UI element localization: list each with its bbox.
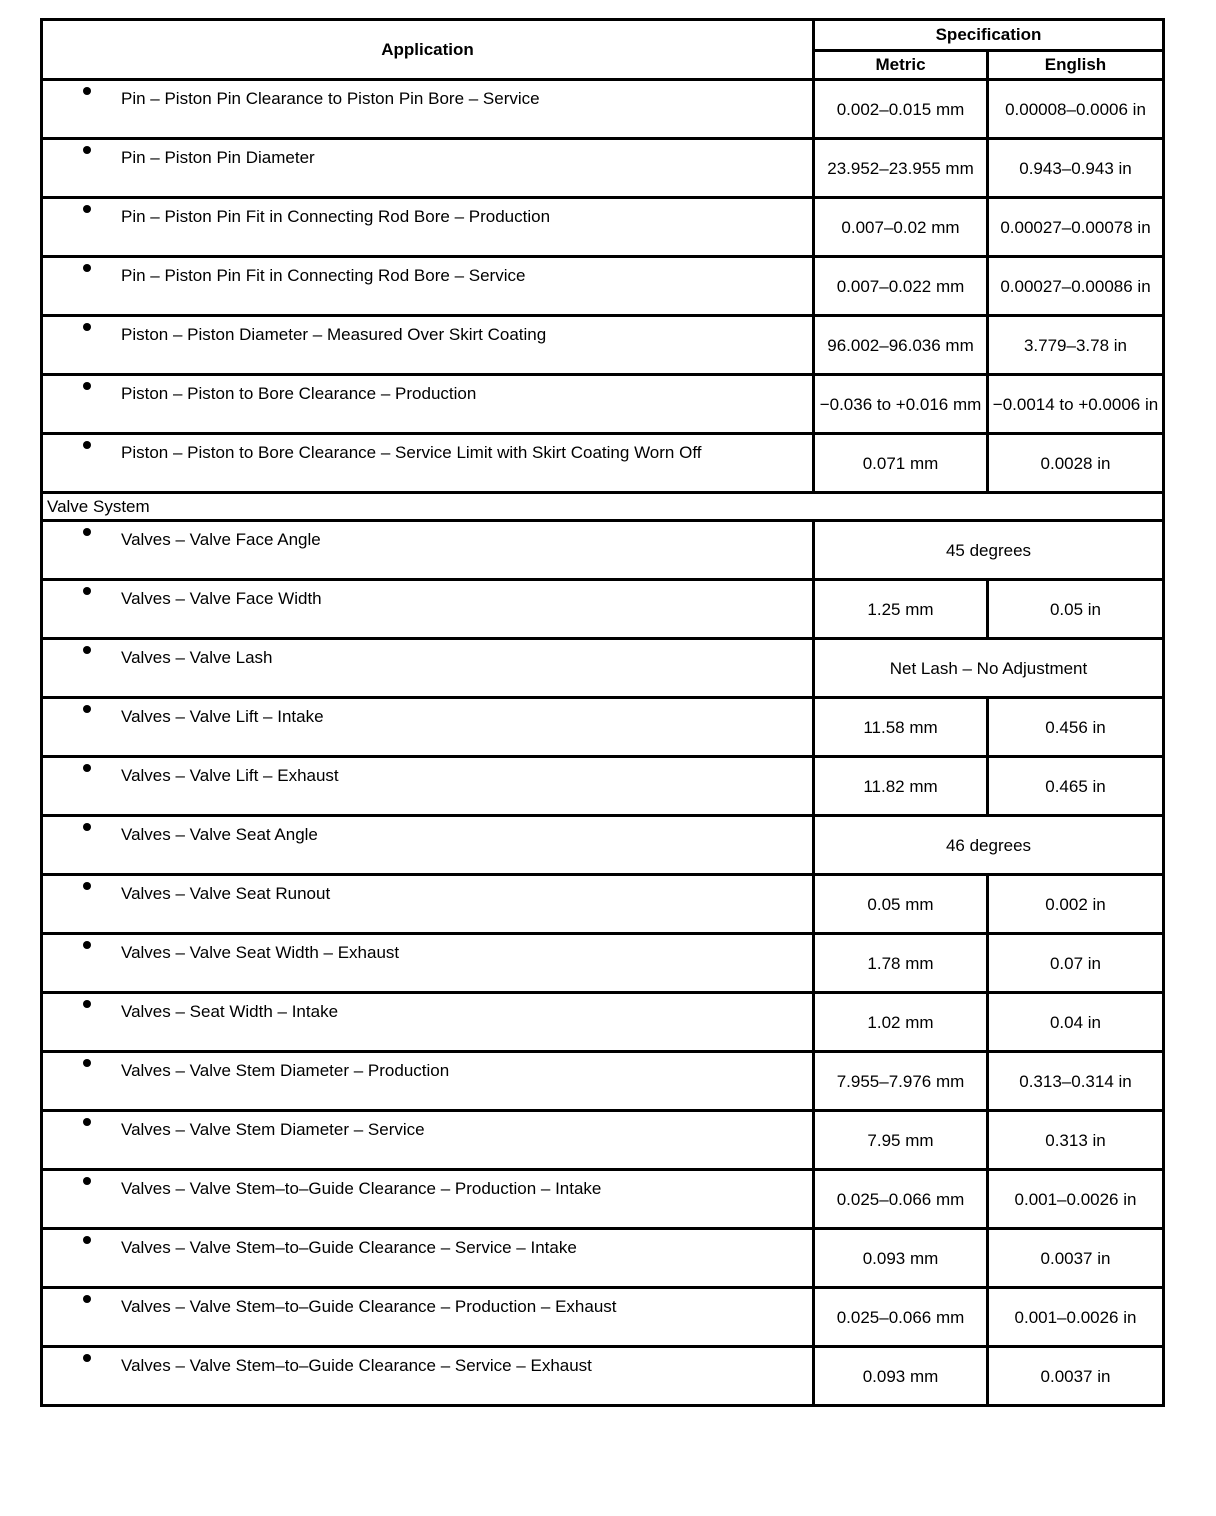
application-cell: Valves – Valve Stem Diameter – Production bbox=[42, 1052, 814, 1111]
bullet-icon bbox=[83, 146, 91, 154]
bullet-icon bbox=[83, 705, 91, 713]
table-row bbox=[42, 198, 1164, 257]
table-row bbox=[42, 757, 1164, 816]
metric-cell: 7.955–7.976 mm bbox=[814, 1052, 988, 1111]
bullet-icon bbox=[83, 882, 91, 890]
metric-cell: 96.002–96.036 mm bbox=[814, 316, 988, 375]
english-cell: 0.00008–0.0006 in bbox=[988, 80, 1164, 139]
metric-cell: 1.25 mm bbox=[814, 580, 988, 639]
table-row bbox=[42, 1347, 1164, 1406]
application-cell: Valves – Seat Width – Intake bbox=[42, 993, 814, 1052]
english-cell: 0.0037 in bbox=[988, 1347, 1164, 1406]
application-cell: Valves – Valve Seat Angle bbox=[42, 816, 814, 875]
bullet-icon bbox=[83, 205, 91, 213]
table-row bbox=[42, 1170, 1164, 1229]
metric-cell: 0.025–0.066 mm bbox=[814, 1288, 988, 1347]
table-row bbox=[42, 816, 1164, 875]
table-row bbox=[42, 1288, 1164, 1347]
bullet-icon bbox=[83, 264, 91, 272]
metric-cell: 7.95 mm bbox=[814, 1111, 988, 1170]
metric-cell: 0.007–0.022 mm bbox=[814, 257, 988, 316]
section-title-valve-system: Valve System bbox=[42, 493, 1164, 521]
specification-table bbox=[40, 18, 1165, 1407]
application-cell: Valves – Valve Seat Runout bbox=[42, 875, 814, 934]
metric-cell: 0.05 mm bbox=[814, 875, 988, 934]
english-cell: 0.0037 in bbox=[988, 1229, 1164, 1288]
combined-spec-cell: 46 degrees bbox=[814, 816, 1164, 875]
table-row bbox=[42, 521, 1164, 580]
application-cell: Valves – Valve Stem–to–Guide Clearance – Service – Exhaust bbox=[42, 1347, 814, 1406]
application-cell: Piston – Piston to Bore Clearance – Production bbox=[42, 375, 814, 434]
metric-cell: 11.58 mm bbox=[814, 698, 988, 757]
bullet-icon bbox=[83, 646, 91, 654]
table-row bbox=[42, 434, 1164, 493]
application-cell: Valves – Valve Stem–to–Guide Clearance – Service – Intake bbox=[42, 1229, 814, 1288]
table-row bbox=[42, 1111, 1164, 1170]
metric-cell: 1.78 mm bbox=[814, 934, 988, 993]
specification-header: Specification bbox=[814, 20, 1164, 51]
application-cell: Valves – Valve Stem Diameter – Service bbox=[42, 1111, 814, 1170]
application-cell: Valves – Valve Stem–to–Guide Clearance – Production – Exhaust bbox=[42, 1288, 814, 1347]
metric-cell: 0.093 mm bbox=[814, 1347, 988, 1406]
english-cell: 0.00027–0.00078 in bbox=[988, 198, 1164, 257]
english-cell: −0.0014 to +0.0006 in bbox=[988, 375, 1164, 434]
application-cell: Valves – Valve Lift – Exhaust bbox=[42, 757, 814, 816]
application-cell: Pin – Piston Pin Clearance to Piston Pin Bore – Service bbox=[42, 80, 814, 139]
bullet-icon bbox=[83, 87, 91, 95]
table-row bbox=[42, 316, 1164, 375]
application-cell: Pin – Piston Pin Fit in Connecting Rod Bore – Production bbox=[42, 198, 814, 257]
application-cell: Piston – Piston Diameter – Measured Over Skirt Coating bbox=[42, 316, 814, 375]
application-cell: Valves – Valve Stem–to–Guide Clearance – Production – Intake bbox=[42, 1170, 814, 1229]
english-cell: 0.0028 in bbox=[988, 434, 1164, 493]
metric-cell: 0.002–0.015 mm bbox=[814, 80, 988, 139]
metric-cell: 23.952–23.955 mm bbox=[814, 139, 988, 198]
bullet-icon bbox=[83, 528, 91, 536]
english-cell: 0.313 in bbox=[988, 1111, 1164, 1170]
english-cell: 0.943–0.943 in bbox=[988, 139, 1164, 198]
metric-cell: 0.093 mm bbox=[814, 1229, 988, 1288]
english-cell: 0.313–0.314 in bbox=[988, 1052, 1164, 1111]
combined-spec-cell: Net Lash – No Adjustment bbox=[814, 639, 1164, 698]
bullet-icon bbox=[83, 441, 91, 449]
bullet-icon bbox=[83, 823, 91, 831]
metric-cell: 0.025–0.066 mm bbox=[814, 1170, 988, 1229]
table-row bbox=[42, 375, 1164, 434]
table-row bbox=[42, 1052, 1164, 1111]
bullet-icon bbox=[83, 382, 91, 390]
english-cell: 3.779–3.78 in bbox=[988, 316, 1164, 375]
english-cell: 0.07 in bbox=[988, 934, 1164, 993]
english-cell: 0.001–0.0026 in bbox=[988, 1170, 1164, 1229]
application-cell: Piston – Piston to Bore Clearance – Service Limit with Skirt Coating Worn Off bbox=[42, 434, 814, 493]
metric-cell: 1.02 mm bbox=[814, 993, 988, 1052]
english-cell: 0.00027–0.00086 in bbox=[988, 257, 1164, 316]
english-cell: 0.001–0.0026 in bbox=[988, 1288, 1164, 1347]
metric-cell: −0.036 to +0.016 mm bbox=[814, 375, 988, 434]
bullet-icon bbox=[83, 941, 91, 949]
metric-cell: 0.071 mm bbox=[814, 434, 988, 493]
bullet-icon bbox=[83, 1177, 91, 1185]
bullet-icon bbox=[83, 1118, 91, 1126]
table-row bbox=[42, 580, 1164, 639]
bullet-icon bbox=[83, 1295, 91, 1303]
bullet-icon bbox=[83, 1000, 91, 1008]
section-row bbox=[42, 493, 1164, 521]
application-header: Application bbox=[42, 20, 814, 80]
combined-spec-cell: 45 degrees bbox=[814, 521, 1164, 580]
english-cell: 0.456 in bbox=[988, 698, 1164, 757]
english-cell: 0.002 in bbox=[988, 875, 1164, 934]
table-row bbox=[42, 257, 1164, 316]
bullet-icon bbox=[83, 587, 91, 595]
metric-header: Metric bbox=[814, 51, 988, 80]
table-row bbox=[42, 639, 1164, 698]
bullet-icon bbox=[83, 323, 91, 331]
english-cell: 0.465 in bbox=[988, 757, 1164, 816]
english-cell: 0.04 in bbox=[988, 993, 1164, 1052]
table-row bbox=[42, 80, 1164, 139]
bullet-icon bbox=[83, 764, 91, 772]
english-cell: 0.05 in bbox=[988, 580, 1164, 639]
table-row bbox=[42, 1229, 1164, 1288]
bullet-icon bbox=[83, 1059, 91, 1067]
english-header: English bbox=[988, 51, 1164, 80]
application-cell: Valves – Valve Lash bbox=[42, 639, 814, 698]
application-cell: Pin – Piston Pin Fit in Connecting Rod Bore – Service bbox=[42, 257, 814, 316]
application-cell: Valves – Valve Lift – Intake bbox=[42, 698, 814, 757]
bullet-icon bbox=[83, 1354, 91, 1362]
metric-cell: 0.007–0.02 mm bbox=[814, 198, 988, 257]
metric-cell: 11.82 mm bbox=[814, 757, 988, 816]
table-row bbox=[42, 875, 1164, 934]
bullet-icon bbox=[83, 1236, 91, 1244]
application-cell: Valves – Valve Face Angle bbox=[42, 521, 814, 580]
application-cell: Pin – Piston Pin Diameter bbox=[42, 139, 814, 198]
application-cell: Valves – Valve Face Width bbox=[42, 580, 814, 639]
application-cell: Valves – Valve Seat Width – Exhaust bbox=[42, 934, 814, 993]
table-row bbox=[42, 698, 1164, 757]
table-row bbox=[42, 993, 1164, 1052]
table-row bbox=[42, 139, 1164, 198]
table-row bbox=[42, 934, 1164, 993]
